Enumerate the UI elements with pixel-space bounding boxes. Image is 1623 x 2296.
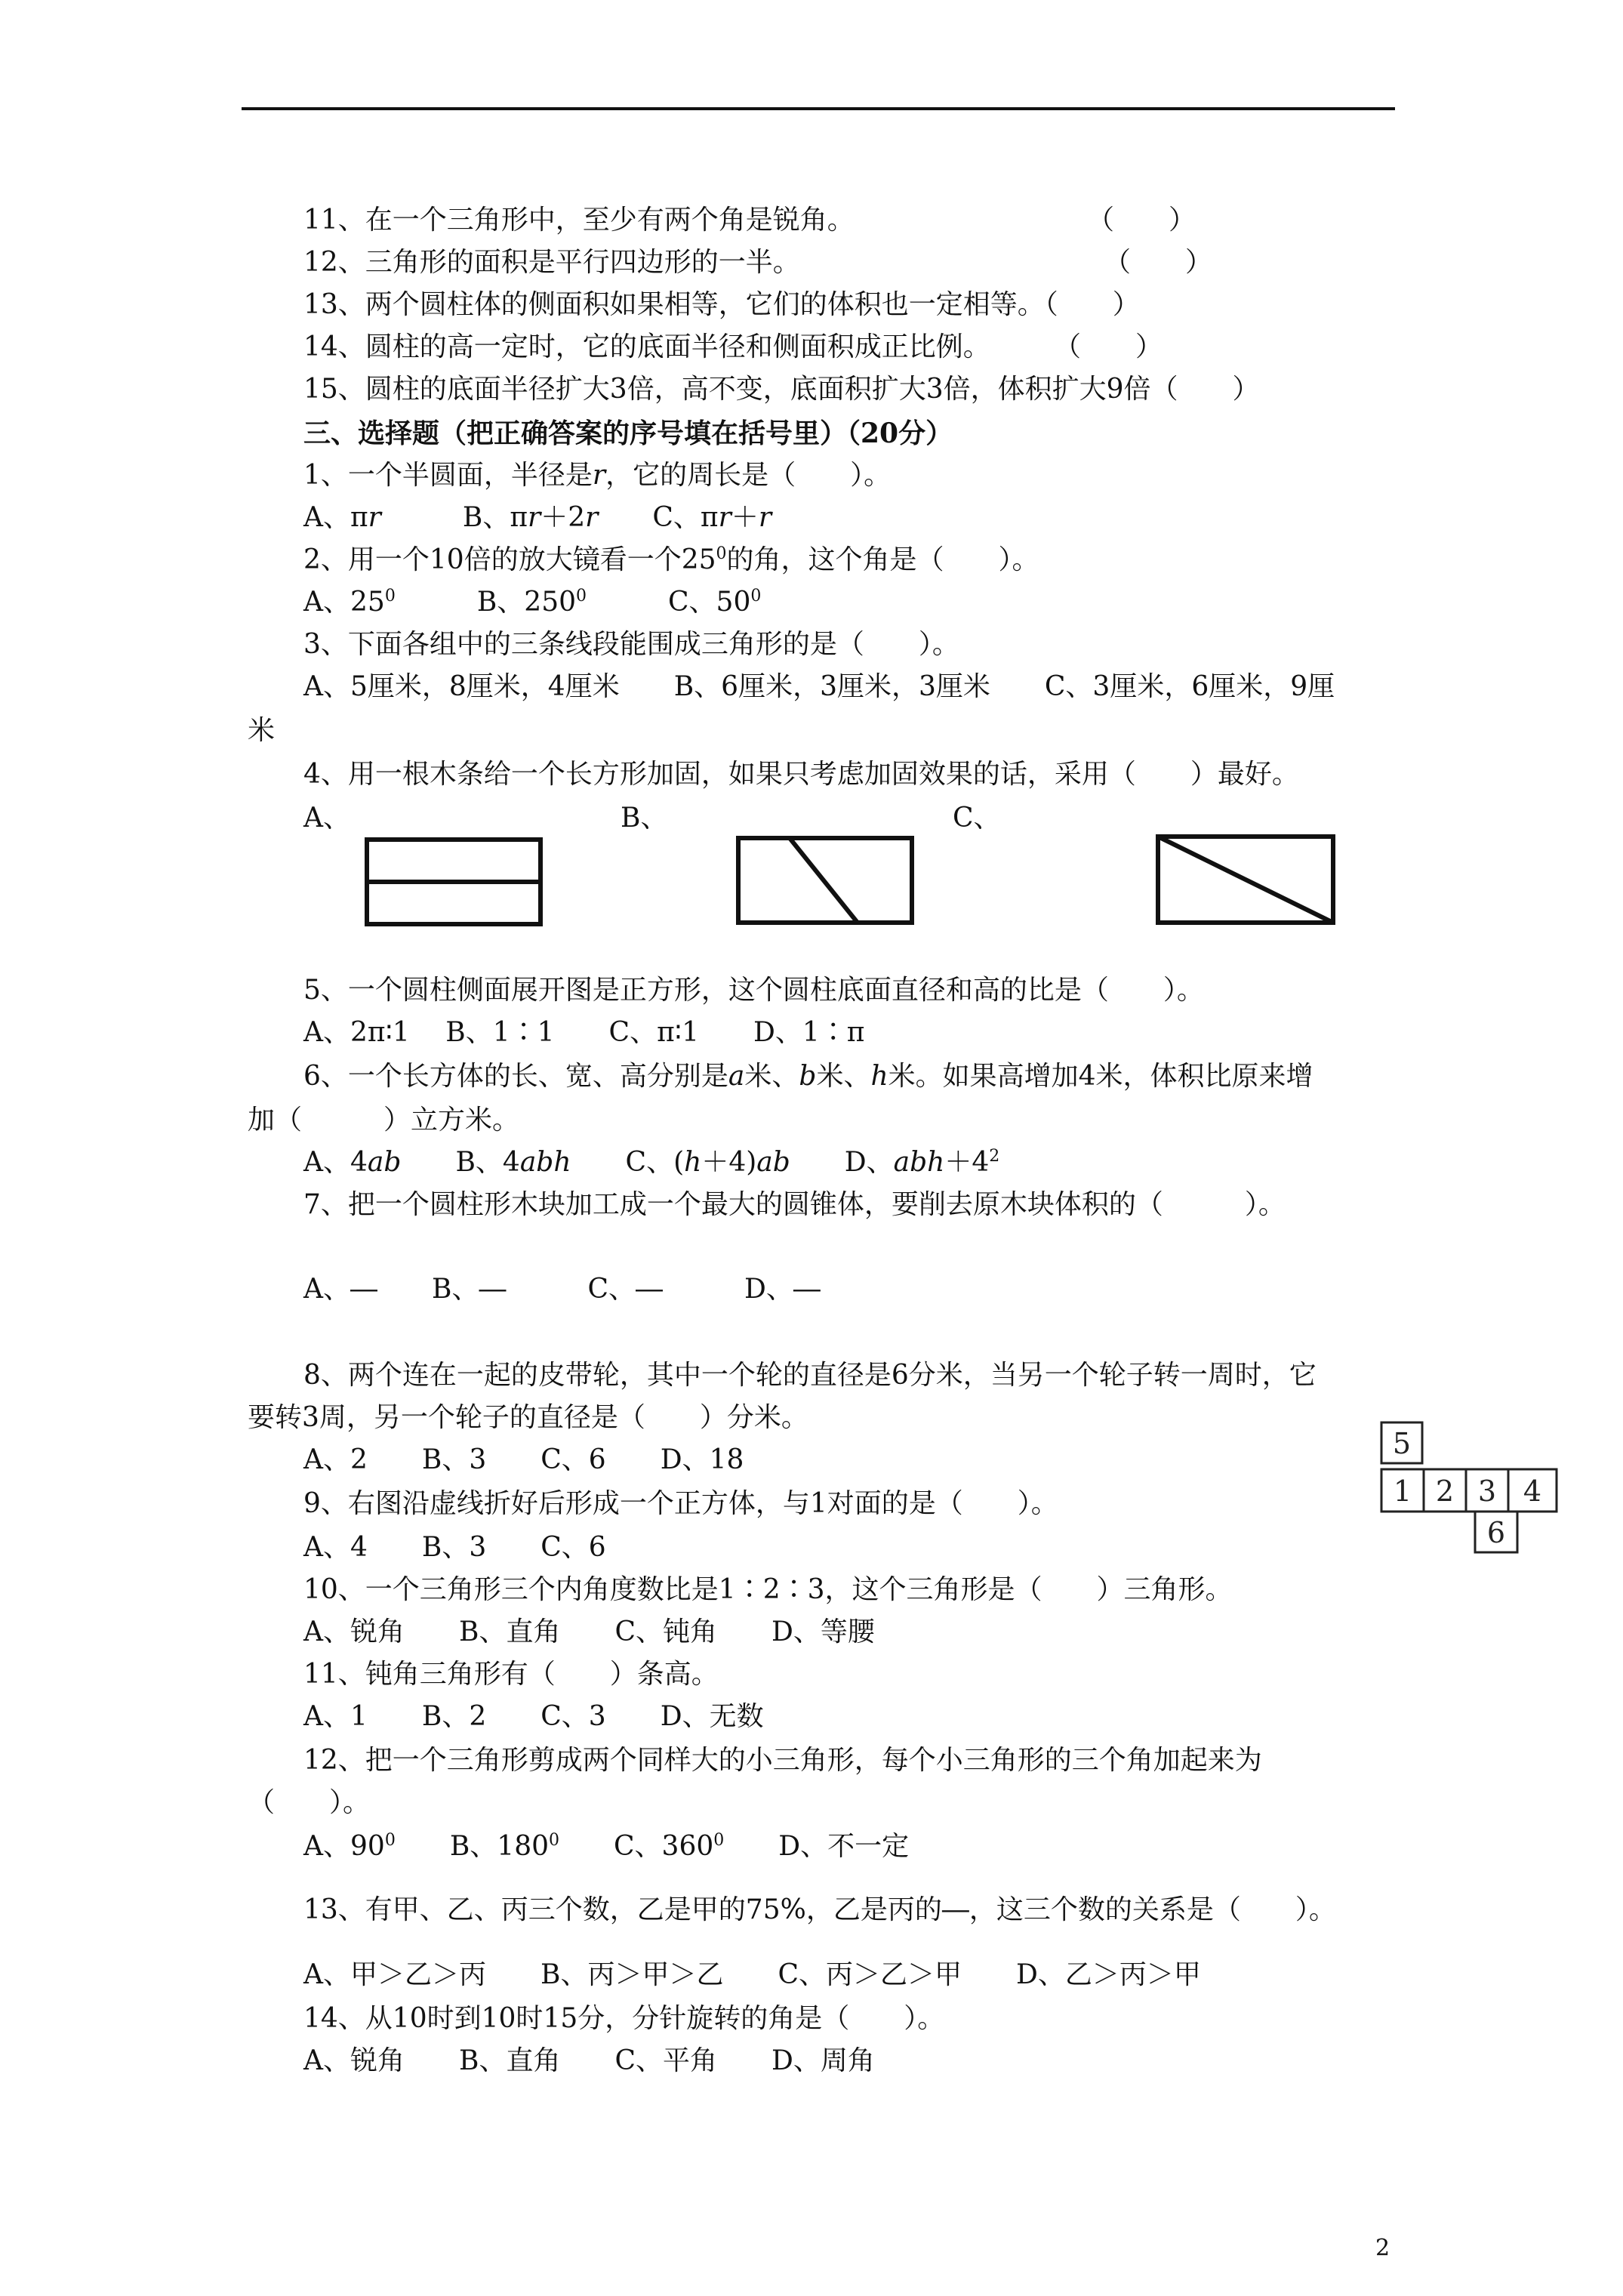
- q8-stem: 8、两个连在一起的皮带轮，其中一个轮的直径是6分米，当另一个轮子转一周时，它: [303, 1360, 1317, 1391]
- q14-options: A、锐角 B、直角 C、平角 D、周角: [303, 2045, 875, 2076]
- q13-options: A、甲＞乙＞丙 B、丙＞甲＞乙 C、丙＞乙＞甲 D、乙＞丙＞甲: [303, 1959, 1201, 1990]
- page-number: 2: [1375, 2235, 1390, 2261]
- judge-item-11: 11、在一个三角形中，至少有两个角是锐角。: [303, 205, 855, 236]
- section3-title: 三、选择题（把正确答案的序号填在括号里）（20分）: [303, 418, 953, 449]
- q9-stem: 9、右图沿虚线折好后形成一个正方体，与1对面的是（ ）。: [303, 1488, 1058, 1519]
- q8-options: A、2 B、3 C、6 D、18: [303, 1444, 744, 1475]
- judge-item-13: 13、两个圆柱体的侧面积如果相等，它们的体积也一定相等。（ ）: [303, 289, 1140, 320]
- q4-stem: 4、用一根木条给一个长方形加固，如果只考虑加固效果的话，采用（ ）最好。: [303, 759, 1299, 790]
- net-label-4: 4: [1523, 1475, 1542, 1508]
- judge-item-14: 14、圆柱的高一定时，它的底面半径和侧面积成正比例。: [303, 331, 990, 362]
- q11-stem: 11、钝角三角形有（ ）条高。: [303, 1659, 719, 1690]
- q10-options: A、锐角 B、直角 C、钝角 D、等腰: [303, 1616, 875, 1647]
- q6-options: A、4ab B、4abh C、(h＋4)ab D、$abh+4^2$: [303, 1147, 1000, 1178]
- q5-options: A、2π∶1 B、1∶1 C、π∶1 D、1∶π: [303, 1017, 865, 1048]
- net-label-1: 1: [1393, 1475, 1412, 1508]
- q3-stem: 3、下面各组中的三条线段能围成三角形的是（ ）。: [303, 629, 959, 660]
- q13-stem: 13、有甲、乙、丙三个数，乙是甲的75%，乙是丙的―，这三个数的关系是（ ）。: [303, 1894, 1336, 1925]
- q7-options: A、― B、― C、― D、―: [303, 1274, 821, 1305]
- q8-wrap: 要转3周，另一个轮子的直径是（ ）分米。: [248, 1402, 808, 1433]
- q4-label-b: B、: [621, 803, 668, 834]
- q6-wrap: 加（ ）立方米。: [248, 1105, 520, 1136]
- q12-stem: 12、把一个三角形剪成两个同样大的小三角形，每个小三角形的三个角加起来为: [303, 1745, 1262, 1776]
- judge-paren-14: （ ）: [1054, 331, 1163, 362]
- q12-options: A、$90^0$ B、$180^0$ C、$360^0$ D、不一定: [303, 1831, 910, 1862]
- net-label-3: 3: [1477, 1475, 1497, 1508]
- q1-stem: 1、一个半圆面，半径是r，它的周长是（ ）。: [303, 460, 892, 491]
- net-label-2: 2: [1435, 1475, 1455, 1508]
- q5-stem: 5、一个圆柱侧面展开图是正方形，这个圆柱底面直径和高的比是（ ）。: [303, 975, 1204, 1006]
- q7-stem: 7、把一个圆柱形木块加工成一个最大的圆锥体，要削去原木块体积的（ ）。: [303, 1189, 1286, 1220]
- net-label-5: 5: [1392, 1427, 1412, 1460]
- q12-wrap: （ ）。: [248, 1787, 371, 1818]
- q9-options: A、4 B、3 C、6: [303, 1532, 606, 1563]
- q3-wrap: 米: [248, 715, 276, 746]
- q2-options: A、$25^0$ B、$250^0$ C、$50^0$: [303, 587, 762, 618]
- q14-stem: 14、从10时到10时15分，分针旋转的角是（ ）。: [303, 2003, 945, 2034]
- q1-options: A、πr B、πr＋2r C、πr＋r: [303, 502, 772, 533]
- judge-paren-11: （ ）: [1087, 205, 1196, 236]
- q4-label-c: C、: [953, 803, 1001, 834]
- judge-paren-12: （ ）: [1104, 247, 1213, 278]
- q4-label-a: A、: [303, 803, 350, 834]
- q10-stem: 10、一个三角形三个内角度数比是1∶2∶3，这个三角形是（ ）三角形。: [303, 1574, 1233, 1605]
- judge-item-12: 12、三角形的面积是平行四边形的一半。: [303, 247, 800, 278]
- q11-options: A、1 B、2 C、3 D、无数: [303, 1701, 764, 1732]
- net-label-6: 6: [1486, 1516, 1506, 1549]
- q3-options: A、5厘米，8厘米，4厘米 B、6厘米，3厘米，3厘米 C、3厘米，6厘米，9厘: [303, 671, 1335, 702]
- q6-stem: 6、一个长方体的长、宽、高分别是a米、b米、h米。如果高增加4米，体积比原来增: [303, 1061, 1313, 1092]
- judge-item-15: 15、圆柱的底面半径扩大3倍，高不变，底面积扩大3倍，体积扩大9倍（ ）: [303, 374, 1260, 405]
- q2-stem: 2、用一个10倍的放大镜看一个$25^0$的角，这个角是（ ）。: [303, 544, 1039, 575]
